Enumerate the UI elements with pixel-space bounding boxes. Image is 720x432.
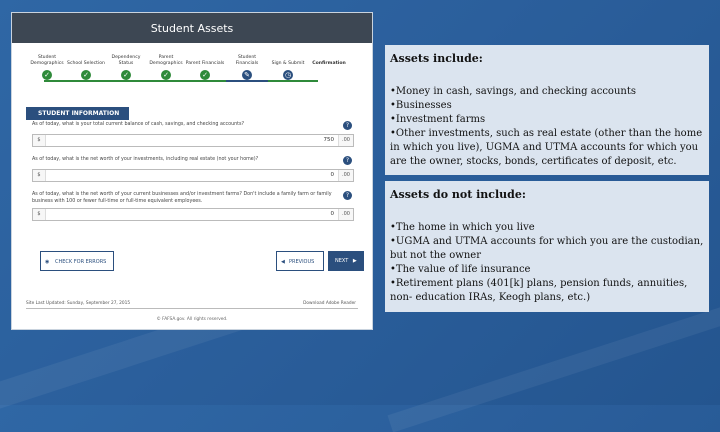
step-school-selection[interactable]: School Selection ✓ — [67, 60, 105, 79]
error-check-icon: ◉ — [45, 259, 50, 265]
businesses-field[interactable]: $ 0 .00 — [32, 208, 354, 221]
list-item: • Investment farms — [390, 113, 704, 127]
last-updated-text: Site Last Updated: Sunday, September 27, 2015 — [26, 301, 131, 306]
question-icon[interactable]: ? — [343, 191, 352, 200]
check-icon: ✓ — [81, 70, 91, 80]
progress-line — [44, 80, 318, 82]
businesses-input[interactable]: 0 — [330, 211, 334, 217]
cash-balance-input[interactable]: 750 — [323, 137, 334, 143]
question-businesses: As of today, what is the net worth of your current businesses and/or investment farms? Don't include a family farm or family business with 100 or fewer full-time or full-time equivalent employees. ? $ 0 .00 — [32, 191, 354, 221]
list-item: • Money in cash, savings, and checking accounts — [390, 85, 704, 99]
list-item: • Businesses — [390, 99, 704, 113]
assets-exclude-heading: Assets do not include: — [390, 188, 526, 201]
check-icon: ✓ — [200, 70, 210, 80]
footer-divider — [26, 308, 358, 309]
check-errors-button[interactable]: ◉ CHECK FOR ERRORS — [40, 251, 114, 271]
section-label: STUDENT INFORMATION — [26, 107, 129, 120]
question-investments: As of today, what is the net worth of your investments, including real estate (not your home)? ? $ 0 .00 — [32, 156, 354, 182]
assets-include-list — [390, 85, 704, 169]
list-item: • The home in which you live — [390, 221, 704, 235]
download-reader-link[interactable]: Download Adobe Reader — [303, 301, 356, 306]
investments-input[interactable]: 0 — [330, 172, 334, 178]
previous-button[interactable]: ◀ PREVIOUS — [276, 251, 324, 271]
list-item: • Retirement plans (401[k] plans, pension funds, annuities, non- education IRAs, Keogh plans, etc.) — [390, 277, 704, 305]
step-dependency-status[interactable]: Dependency Status ✓ — [111, 55, 141, 79]
clock-icon: ◷ — [284, 71, 292, 79]
next-button[interactable]: NEXT ▶ — [328, 251, 364, 271]
fafsa-screenshot — [11, 12, 373, 330]
button-row — [32, 251, 357, 273]
cash-balance-field[interactable]: $ 750 .00 — [32, 134, 354, 147]
list-item: • The value of life insurance — [390, 263, 704, 277]
question-cash-balance: As of today, what is your total current balance of cash, savings, and checking accounts? ? $ 750 .00 — [32, 121, 354, 147]
question-icon[interactable]: ? — [343, 121, 352, 130]
progress-steps — [26, 43, 358, 101]
assets-exclude-list — [390, 221, 704, 305]
page-title: Student Assets — [150, 21, 234, 35]
list-item: • UGMA and UTMA accounts for which you are the custodian, but not the owner — [390, 235, 704, 263]
screenshot-header — [12, 13, 372, 43]
arrow-left-icon: ◀ — [281, 259, 285, 265]
investments-field[interactable]: $ 0 .00 — [32, 169, 354, 182]
step-parent-financials[interactable]: Parent Financials ✓ — [185, 60, 225, 79]
assets-include-panel — [385, 45, 709, 175]
assets-include-heading: Assets include: — [390, 52, 483, 65]
assets-exclude-panel — [385, 181, 709, 312]
question-icon[interactable]: ? — [343, 156, 352, 165]
step-parent-demographics[interactable]: Parent Demographics ✓ — [149, 55, 183, 79]
step-student-demographics[interactable]: Student Demographics ✓ — [30, 55, 64, 79]
copyright-text: © FAFSA.gov. All rights reserved. — [156, 317, 228, 322]
step-confirmation[interactable]: Confirmation — [312, 60, 346, 66]
question-list — [32, 121, 354, 230]
step-student-financials[interactable]: Student Financials ✎ — [226, 46, 268, 82]
list-item: • Other investments, such as real estate (other than the home in which you live), UGMA and UTMA accounts for which you are the owner, stocks, bonds, certificates of deposit, etc. — [390, 127, 704, 169]
check-icon: ✓ — [121, 70, 131, 80]
edit-icon: ✎ — [242, 70, 252, 80]
check-icon: ✓ — [161, 70, 171, 80]
arrow-right-icon: ▶ — [352, 258, 357, 264]
step-sign-submit[interactable]: Sign & Submit ◷ — [271, 60, 305, 79]
check-icon: ✓ — [42, 70, 52, 80]
